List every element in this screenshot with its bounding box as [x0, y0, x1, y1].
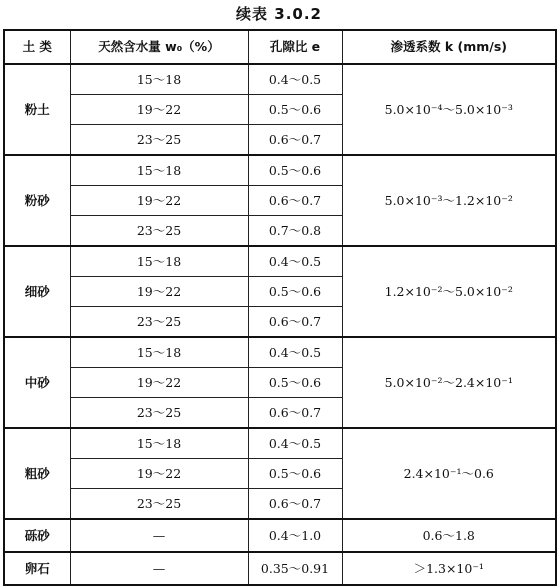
permeability-cell: 2.4×10⁻¹～0.6	[342, 428, 556, 519]
void-ratio-cell: 0.7～0.8	[248, 216, 342, 247]
void-ratio-cell: 0.35～0.91	[248, 552, 342, 585]
header-void-ratio: 孔隙比 e	[248, 30, 342, 64]
permeability-table	[3, 29, 557, 586]
void-ratio-cell: 0.5～0.6	[248, 459, 342, 489]
void-ratio-cell: 0.4～0.5	[248, 428, 342, 459]
void-ratio-cell: 0.5～0.6	[248, 368, 342, 398]
table-row	[4, 337, 556, 368]
table-row	[4, 155, 556, 186]
void-ratio-cell: 0.5～0.6	[248, 155, 342, 186]
permeability-cell: 1.2×10⁻²～5.0×10⁻²	[342, 246, 556, 337]
header-row	[4, 30, 556, 64]
water-content-cell: 15～18	[70, 64, 248, 95]
void-ratio-cell: 0.6～0.7	[248, 186, 342, 216]
header-water-content: 天然含水量 w₀（%）	[70, 30, 248, 64]
permeability-cell: 0.6～1.8	[342, 519, 556, 552]
water-content-cell: —	[70, 552, 248, 585]
soil-type-cell: 砾砂	[4, 519, 70, 552]
void-ratio-cell: 0.6～0.7	[248, 398, 342, 429]
soil-type-cell: 卵石	[4, 552, 70, 585]
permeability-cell: 5.0×10⁻⁴～5.0×10⁻³	[342, 64, 556, 155]
void-ratio-cell: 0.5～0.6	[248, 277, 342, 307]
permeability-cell: ＞1.3×10⁻¹	[342, 552, 556, 585]
table-row	[4, 519, 556, 552]
void-ratio-cell: 0.6～0.7	[248, 125, 342, 156]
water-content-cell: 19～22	[70, 277, 248, 307]
void-ratio-cell: 0.6～0.7	[248, 489, 342, 520]
water-content-cell: 19～22	[70, 459, 248, 489]
soil-type-cell: 粉土	[4, 64, 70, 155]
table-row	[4, 246, 556, 277]
permeability-cell: 5.0×10⁻³～1.2×10⁻²	[342, 155, 556, 246]
soil-type-cell: 粉砂	[4, 155, 70, 246]
water-content-cell: 15～18	[70, 337, 248, 368]
void-ratio-cell: 0.6～0.7	[248, 307, 342, 338]
water-content-cell: 19～22	[70, 95, 248, 125]
water-content-cell: 15～18	[70, 155, 248, 186]
table-row	[4, 552, 556, 585]
water-content-cell: 23～25	[70, 489, 248, 520]
water-content-cell: 15～18	[70, 428, 248, 459]
water-content-cell: 19～22	[70, 368, 248, 398]
table-row	[4, 428, 556, 459]
void-ratio-cell: 0.4～0.5	[248, 64, 342, 95]
void-ratio-cell: 0.4～0.5	[248, 246, 342, 277]
header-soil-type: 土 类	[4, 30, 70, 64]
void-ratio-cell: 0.5～0.6	[248, 95, 342, 125]
table-title: 续表 3.0.2	[236, 5, 322, 23]
water-content-cell: 23～25	[70, 216, 248, 247]
water-content-cell: 23～25	[70, 398, 248, 429]
table-row	[4, 64, 556, 95]
soil-type-cell: 粗砂	[4, 428, 70, 519]
water-content-cell: —	[70, 519, 248, 552]
water-content-cell: 23～25	[70, 125, 248, 156]
soil-type-cell: 中砂	[4, 337, 70, 428]
header-permeability: 渗透系数 k (mm/s)	[342, 30, 556, 64]
soil-type-cell: 细砂	[4, 246, 70, 337]
water-content-cell: 15～18	[70, 246, 248, 277]
permeability-cell: 5.0×10⁻²～2.4×10⁻¹	[342, 337, 556, 428]
void-ratio-cell: 0.4～0.5	[248, 337, 342, 368]
void-ratio-cell: 0.4～1.0	[248, 519, 342, 552]
water-content-cell: 19～22	[70, 186, 248, 216]
water-content-cell: 23～25	[70, 307, 248, 338]
